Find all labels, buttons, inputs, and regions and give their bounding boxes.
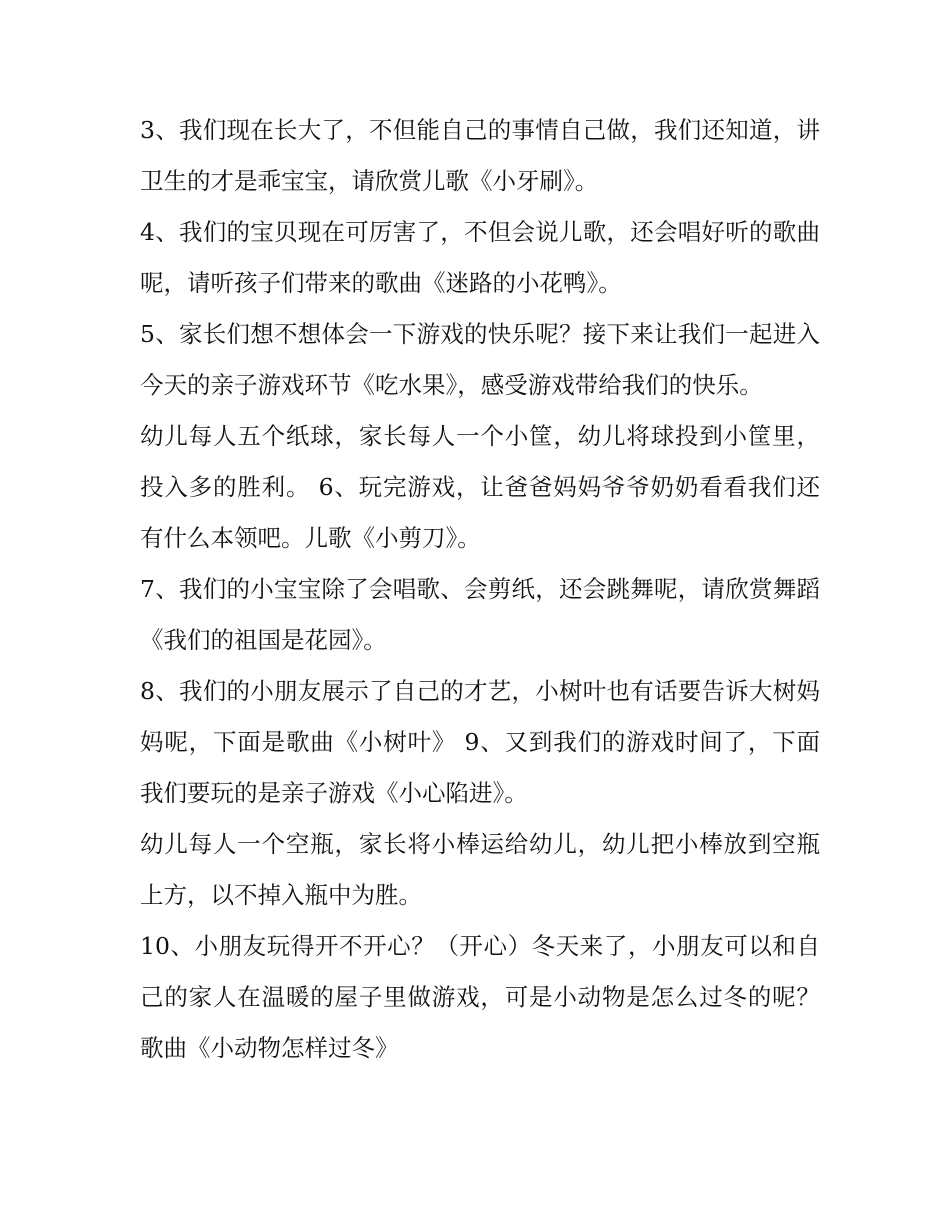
paragraph-bottle-game: 幼儿每人一个空瓶，家长将小棒运给幼儿，幼儿把小棒放到空瓶上方，以不掉入瓶中为胜。 (140, 830, 820, 909)
paragraph-10: 10、小朋友玩得开不开心？（开心）冬天来了，小朋友可以和自己的家人在温暖的屋子里做游戏，可是小动物是怎么过冬的呢？歌曲《小动物怎样过冬》 (140, 932, 820, 1062)
paragraph-paper-ball-game: 幼儿每人五个纸球，家长每人一个小筐，幼儿将球投到小筐里，投入多的胜利。 6、玩完游戏，让爸爸妈妈爷爷奶奶看看我们还有什么本领吧。儿歌《小剪刀》。 (140, 422, 820, 552)
paragraph-7: 7、我们的小宝宝除了会唱歌、会剪纸，还会跳舞呢，请欣赏舞蹈《我们的祖国是花园》。 (140, 575, 820, 654)
document-body (140, 105, 820, 1074)
paragraph-4: 4、我们的宝贝现在可厉害了，不但会说儿歌，还会唱好听的歌曲呢，请听孩子们带来的歌曲《迷路的小花鸭》。 (140, 218, 820, 297)
paragraph-5: 5、家长们想不想体会一下游戏的快乐呢？接下来让我们一起进入今天的亲子游戏环节《吃水果》，感受游戏带给我们的快乐。 (140, 320, 820, 399)
paragraph-3: 3、我们现在长大了，不但能自己的事情自己做，我们还知道，讲卫生的才是乖宝宝，请欣赏儿歌《小牙刷》。 (140, 116, 820, 195)
paragraph-8: 8、我们的小朋友展示了自己的才艺，小树叶也有话要告诉大树妈妈呢，下面是歌曲《小树叶》 9、又到我们的游戏时间了，下面我们要玩的是亲子游戏《小心陷进》。 (140, 677, 820, 807)
